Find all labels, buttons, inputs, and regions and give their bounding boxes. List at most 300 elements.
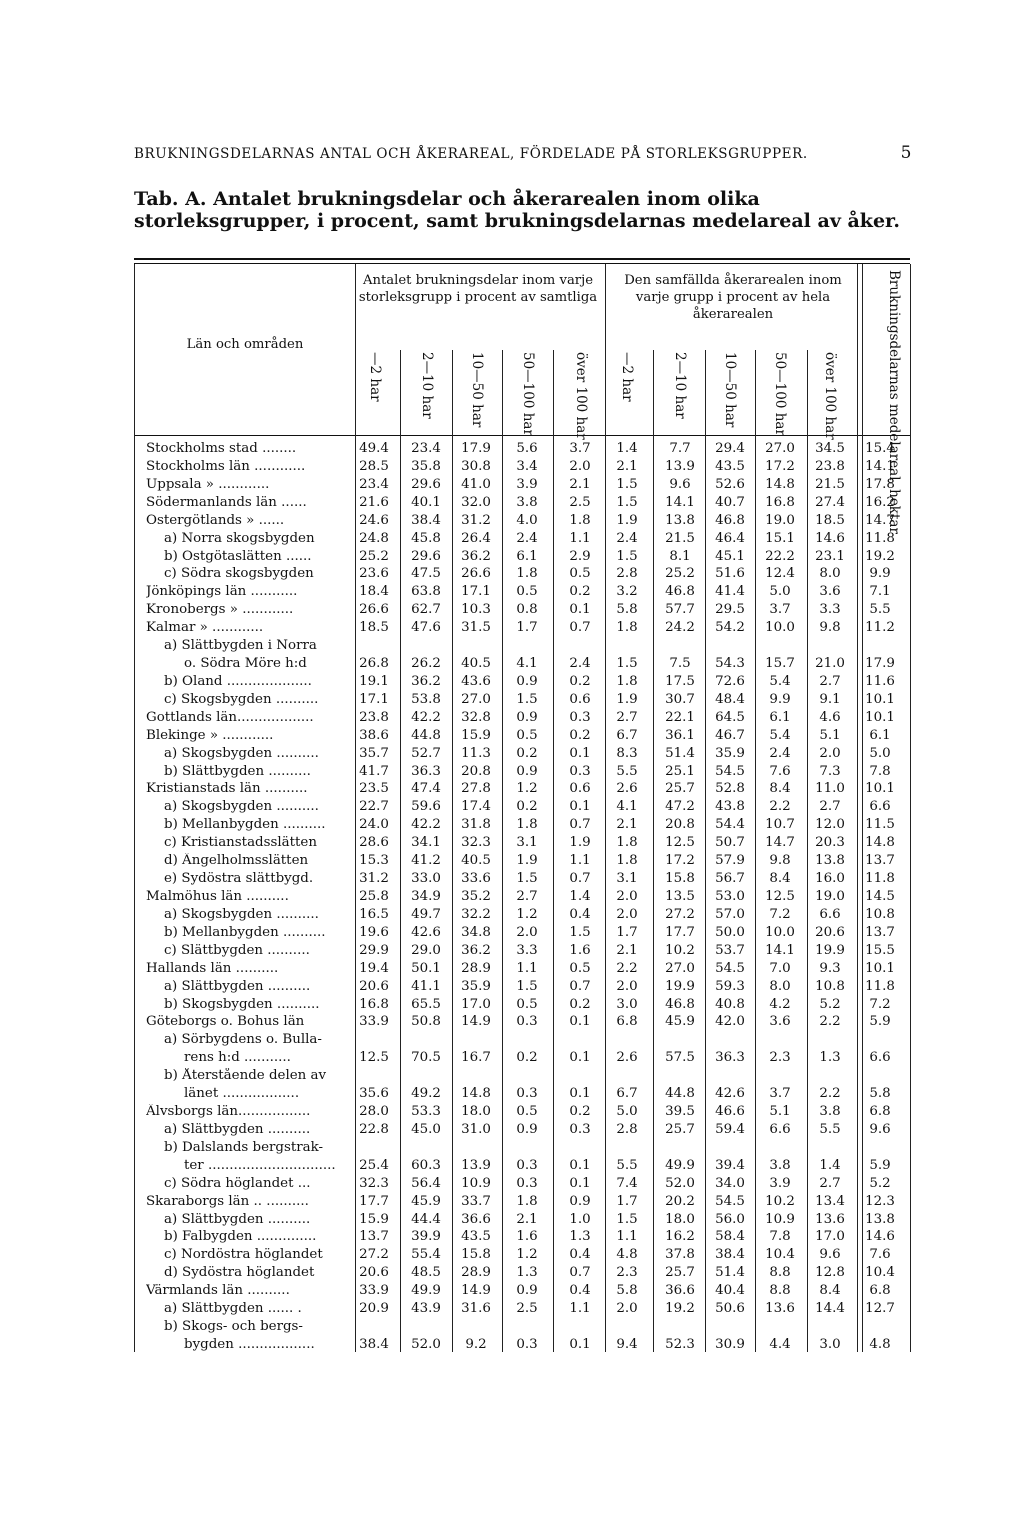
table-cell: 0.1 — [569, 1050, 591, 1066]
table-cell: 2.0 — [819, 745, 841, 761]
table-cell: 9.2 — [465, 1337, 487, 1352]
table-cell: 17.7 — [359, 1193, 389, 1209]
table-cell: 26.6 — [461, 566, 491, 582]
table-cell: 18.0 — [665, 1211, 695, 1227]
row-label: Malmöhus län .......... — [146, 889, 289, 904]
table-cell: 6.7 — [616, 1086, 638, 1102]
table-cell: 46.7 — [715, 727, 745, 743]
table-cell: 6.1 — [769, 709, 791, 725]
size-header: 50—100 har — [520, 352, 536, 436]
size-header: 2—10 har — [672, 352, 688, 419]
table-cell: 18.5 — [815, 512, 845, 528]
table-cell: 49.9 — [411, 1283, 441, 1299]
table-cell: 19.1 — [359, 673, 389, 689]
table-cell: 19.2 — [865, 548, 895, 564]
table-cell: 0.7 — [569, 871, 591, 887]
table-cell: 5.0 — [616, 1104, 638, 1120]
table-cell: 5.6 — [516, 441, 538, 456]
table-cell: 54.5 — [715, 1193, 745, 1209]
table-cell: 23.1 — [815, 548, 845, 564]
table-cell: 5.5 — [616, 1157, 638, 1173]
table-cell: 3.4 — [516, 458, 538, 474]
table-cell: 36.3 — [715, 1050, 745, 1066]
table-cell: 9.4 — [616, 1337, 638, 1352]
table-cell: 12.3 — [865, 1193, 895, 1209]
table-cell: 26.2 — [411, 656, 441, 672]
table-cell: 2.1 — [616, 458, 638, 474]
table-cell: 2.5 — [516, 1301, 538, 1317]
table-cell: 0.1 — [569, 1337, 591, 1352]
table-cell: 15.9 — [359, 1211, 389, 1227]
row-label: a) Slättbygden .......... — [164, 1211, 311, 1227]
table-cell: 3.7 — [769, 602, 791, 618]
table-cell: 5.5 — [819, 1121, 841, 1137]
table-cell: 49.2 — [411, 1086, 441, 1102]
table-cell: 0.9 — [516, 1283, 538, 1299]
table-cell: 19.4 — [359, 960, 389, 976]
table-cell: 11.6 — [865, 673, 895, 689]
table-cell: 40.4 — [715, 1283, 745, 1299]
table-cell: 0.9 — [516, 763, 538, 779]
table-cell: 19.9 — [665, 978, 695, 994]
table-cell: 25.2 — [359, 548, 389, 564]
table-cell: 21.6 — [359, 494, 389, 510]
row-label: b) Skogs- och bergs- — [164, 1319, 303, 1335]
table-cell: 34.9 — [411, 889, 441, 904]
table-cell: 0.3 — [516, 1175, 538, 1191]
row-label: a) Skogsbygden .......... — [164, 745, 319, 761]
row-label: b) Mellanbygden .......... — [164, 817, 326, 833]
table-cell: 17.7 — [665, 924, 695, 940]
table-cell: 14.1 — [865, 458, 895, 474]
table-cell: 7.4 — [616, 1175, 638, 1191]
table-cell: 14.7 — [865, 512, 895, 528]
column-rule — [502, 350, 503, 1352]
table-cell: 20.8 — [461, 763, 491, 779]
table-cell: 16.8 — [765, 494, 795, 510]
table-cell: 28.0 — [359, 1104, 389, 1120]
row-label: b) Dalslands bergstrak- — [164, 1139, 324, 1155]
row-label: Jönköpings län ........... — [146, 584, 298, 600]
table-cell: 19.9 — [815, 942, 845, 958]
table-cell: 40.8 — [715, 996, 745, 1012]
table-cell: 52.7 — [411, 745, 441, 761]
table-cell: 41.1 — [411, 978, 441, 994]
row-label: a) Skogsbygden .......... — [164, 906, 319, 922]
table-cell: 25.7 — [665, 1121, 695, 1137]
column-rule — [400, 350, 401, 1352]
table-cell: 1.5 — [516, 978, 538, 994]
table-cell: 35.2 — [461, 889, 491, 904]
table-cell: 48.4 — [715, 691, 745, 707]
row-label: Hallands län .......... — [146, 960, 279, 976]
table-cell: 27.2 — [359, 1247, 389, 1263]
table-cell: 33.7 — [461, 1193, 491, 1209]
table-cell: 9.9 — [869, 566, 891, 582]
table-cell: 14.1 — [665, 494, 695, 510]
table-cell: 7.2 — [869, 996, 891, 1012]
row-label: ter .............................. — [184, 1157, 336, 1173]
table-cell: 32.0 — [461, 494, 491, 510]
table-cell: 3.8 — [769, 1157, 791, 1173]
table-cell: 36.2 — [461, 942, 491, 958]
table-cell: 0.9 — [569, 1193, 591, 1209]
table-cell: 0.1 — [569, 745, 591, 761]
table-cell: 42.2 — [411, 709, 441, 725]
table-cell: 42.0 — [715, 1014, 745, 1030]
table-cell: 27.0 — [461, 691, 491, 707]
table-cell: 10.8 — [865, 906, 895, 922]
table-cell: 10.1 — [865, 960, 895, 976]
size-header: —2 har — [367, 352, 383, 402]
table-cell: 1.8 — [516, 1193, 538, 1209]
table-cell: 3.9 — [769, 1175, 791, 1191]
table-cell: 12.7 — [865, 1301, 895, 1317]
table-cell: 2.3 — [769, 1050, 791, 1066]
table-cell: 1.8 — [616, 620, 638, 636]
table-cell: 40.5 — [461, 853, 491, 869]
row-label: Kristianstads län .......... — [146, 781, 308, 797]
table-cell: 0.3 — [516, 1086, 538, 1102]
mean-area-header: Brukningsdelarnas medelareal, hektar — [886, 270, 902, 534]
table-cell: 36.6 — [665, 1283, 695, 1299]
table-cell: 2.6 — [616, 781, 638, 797]
table-cell: 3.8 — [819, 1104, 841, 1120]
row-label: a) Slättbygden ...... . — [164, 1301, 302, 1317]
table-cell: 1.1 — [516, 960, 538, 976]
table-cell: 54.2 — [715, 620, 745, 636]
table-cell: 0.7 — [569, 817, 591, 833]
table-cell: 45.8 — [411, 530, 441, 546]
table-cell: 41.2 — [411, 853, 441, 869]
row-label: Stockholms stad ........ — [146, 441, 297, 456]
table-cell: 10.0 — [765, 620, 795, 636]
table-cell: 41.4 — [715, 584, 745, 600]
table-cell: 15.1 — [765, 530, 795, 546]
table-cell: 12.5 — [665, 835, 695, 851]
table-cell: 29.4 — [715, 441, 745, 456]
table-cell: 50.8 — [411, 1014, 441, 1030]
table-cell: 50.0 — [715, 924, 745, 940]
table-cell: 43.8 — [715, 799, 745, 815]
table-cell: 23.4 — [411, 441, 441, 456]
table-cell: 30.7 — [665, 691, 695, 707]
table-cell: 0.3 — [516, 1014, 538, 1030]
table-cell: 5.2 — [819, 996, 841, 1012]
table-cell: 9.6 — [819, 1247, 841, 1263]
table-cell: 10.8 — [815, 978, 845, 994]
table-cell: 51.6 — [715, 566, 745, 582]
table-cell: 31.8 — [461, 817, 491, 833]
row-label: Östergötlands » ...... — [146, 512, 285, 528]
table-cell: 17.0 — [815, 1229, 845, 1245]
row-label: c) Slättbygden .......... — [164, 942, 310, 958]
table-cell: 8.0 — [819, 566, 841, 582]
table-cell: 7.6 — [769, 763, 791, 779]
table-cell: 0.5 — [516, 1104, 538, 1120]
table-cell: 6.8 — [616, 1014, 638, 1030]
table-cell: 52.0 — [411, 1337, 441, 1352]
table-cell: 16.0 — [815, 871, 845, 887]
table-cell: 11.0 — [815, 781, 845, 797]
table-cell: 18.0 — [461, 1104, 491, 1120]
table-cell: 57.7 — [665, 602, 695, 618]
table-cell: 2.1 — [569, 476, 591, 492]
table-cell: 45.1 — [715, 548, 745, 564]
table-cell: 0.4 — [569, 1283, 591, 1299]
table-cell: 59.6 — [411, 799, 441, 815]
table-cell: 18.5 — [359, 620, 389, 636]
table-cell: 70.5 — [411, 1050, 441, 1066]
table-cell: 46.8 — [715, 512, 745, 528]
table-cell: 13.7 — [865, 853, 895, 869]
table-cell: 6.1 — [516, 548, 538, 564]
row-label: Kalmar » ............ — [146, 620, 264, 636]
table-cell: 0.1 — [569, 1014, 591, 1030]
table-cell: 15.8 — [665, 871, 695, 887]
table-cell: 1.8 — [616, 835, 638, 851]
table-cell: 54.3 — [715, 656, 745, 672]
table-cell: 1.5 — [569, 924, 591, 940]
table-cell: 0.1 — [569, 799, 591, 815]
table-cell: 16.2 — [865, 494, 895, 510]
table-cell: 24.2 — [665, 620, 695, 636]
table-cell: 27.4 — [815, 494, 845, 510]
table-cell: 10.3 — [461, 602, 491, 618]
table-cell: 3.0 — [616, 996, 638, 1012]
table-cell: 56.7 — [715, 871, 745, 887]
row-label: Stockholms län ............ — [146, 458, 306, 474]
table-cell: 2.0 — [616, 906, 638, 922]
table-cell: 9.6 — [869, 1121, 891, 1137]
top-rule-thin — [134, 263, 910, 264]
table-cell: 19.0 — [765, 512, 795, 528]
table-cell: 32.3 — [359, 1175, 389, 1191]
table-cell: 2.8 — [616, 566, 638, 582]
table-cell: 6.6 — [869, 1050, 891, 1066]
table-cell: 25.8 — [359, 889, 389, 904]
table-cell: 28.6 — [359, 835, 389, 851]
table-cell: 5.5 — [869, 602, 891, 618]
table-cell: 5.0 — [769, 584, 791, 600]
table-cell: 12.4 — [765, 566, 795, 582]
row-label: c) Nordöstra höglandet — [164, 1247, 323, 1263]
table-cell: 17.0 — [461, 996, 491, 1012]
table-cell: 33.9 — [359, 1014, 389, 1030]
table-cell: 0.4 — [569, 906, 591, 922]
table-cell: 0.2 — [569, 673, 591, 689]
table-cell: 22.7 — [359, 799, 389, 815]
table-cell: 13.6 — [815, 1211, 845, 1227]
table-cell: 1.2 — [516, 781, 538, 797]
table-cell: 28.5 — [359, 458, 389, 474]
table-cell: 42.6 — [411, 924, 441, 940]
table-cell: 56.4 — [411, 1175, 441, 1191]
table-cell: 22.8 — [359, 1121, 389, 1137]
table-cell: 2.7 — [819, 799, 841, 815]
table-cell: 36.6 — [461, 1211, 491, 1227]
table-cell: 13.8 — [815, 853, 845, 869]
row-label: Kronobergs » ............ — [146, 602, 294, 618]
table-cell: 14.4 — [815, 1301, 845, 1317]
table-cell: 10.9 — [461, 1175, 491, 1191]
page-number: 5 — [900, 143, 912, 163]
table-cell: 60.3 — [411, 1157, 441, 1173]
table-cell: 38.4 — [359, 1337, 389, 1352]
row-label: länet .................. — [184, 1086, 300, 1102]
table-cell: 14.9 — [461, 1014, 491, 1030]
table-cell: 0.2 — [516, 799, 538, 815]
table-cell: 49.7 — [411, 906, 441, 922]
table-cell: 0.2 — [516, 1050, 538, 1066]
table-cell: 53.8 — [411, 691, 441, 707]
table-cell: 2.2 — [769, 799, 791, 815]
table-cell: 2.4 — [616, 530, 638, 546]
row-label: b) Falbygden .............. — [164, 1229, 317, 1245]
table-cell: 10.4 — [865, 1265, 895, 1281]
table-cell: 53.0 — [715, 889, 745, 904]
table-cell: 21.0 — [815, 656, 845, 672]
table-cell: 24.8 — [359, 530, 389, 546]
table-cell: 4.4 — [769, 1337, 791, 1352]
table-cell: 36.3 — [411, 763, 441, 779]
table-cell: 10.7 — [765, 817, 795, 833]
table-cell: 0.9 — [516, 1121, 538, 1137]
row-label: b) Öland .................... — [164, 673, 312, 689]
table-cell: 0.3 — [516, 1157, 538, 1173]
table-cell: 1.1 — [569, 1301, 591, 1317]
table-cell: 22.1 — [665, 709, 695, 725]
table-cell: 13.8 — [865, 1211, 895, 1227]
table-cell: 43.9 — [411, 1301, 441, 1317]
table-cell: 18.4 — [359, 584, 389, 600]
table-cell: 5.0 — [869, 745, 891, 761]
table-cell: 44.4 — [411, 1211, 441, 1227]
table-cell: 17.4 — [461, 799, 491, 815]
row-label: o. Södra Möre h:d — [184, 656, 307, 672]
table-cell: 25.2 — [665, 566, 695, 582]
table-cell: 1.0 — [569, 1211, 591, 1227]
table-cell: 47.4 — [411, 781, 441, 797]
table-cell: 4.6 — [819, 709, 841, 725]
table-cell: 27.0 — [665, 960, 695, 976]
table-cell: 31.0 — [461, 1121, 491, 1137]
table-cell: 1.7 — [616, 1193, 638, 1209]
table-cell: 63.8 — [411, 584, 441, 600]
table-cell: 16.2 — [665, 1229, 695, 1245]
table-cell: 57.5 — [665, 1050, 695, 1066]
table-cell: 14.5 — [865, 889, 895, 904]
table-cell: 5.9 — [869, 1014, 891, 1030]
table-cell: 1.7 — [616, 924, 638, 940]
table-cell: 11.8 — [865, 871, 895, 887]
table-cell: 46.8 — [665, 996, 695, 1012]
table-cell: 30.9 — [715, 1337, 745, 1352]
table-cell: 43.5 — [715, 458, 745, 474]
table-cell: 8.4 — [769, 871, 791, 887]
row-label: bygden .................. — [184, 1337, 315, 1352]
row-label: d) Ängelholmsslätten — [164, 853, 309, 869]
table-cell: 14.8 — [865, 835, 895, 851]
table-cell: 0.7 — [569, 620, 591, 636]
table-cell: 45.0 — [411, 1121, 441, 1137]
table-cell: 8.4 — [769, 781, 791, 797]
table-cell: 1.9 — [616, 691, 638, 707]
table-cell: 36.2 — [461, 548, 491, 564]
table-cell: 41.0 — [461, 476, 491, 492]
table-cell: 7.1 — [869, 584, 891, 600]
table-cell: 0.1 — [569, 602, 591, 618]
table-cell: 12.0 — [815, 817, 845, 833]
table-cell: 49.4 — [359, 441, 389, 456]
table-cell: 10.9 — [765, 1211, 795, 1227]
table-cell: 27.0 — [765, 441, 795, 456]
table-cell: 36.2 — [411, 673, 441, 689]
table-cell: 0.1 — [569, 1175, 591, 1191]
table-cell: 2.0 — [616, 1301, 638, 1317]
table-cell: 38.4 — [715, 1247, 745, 1263]
table-caption: Tab. A. Antalet brukningsdelar och åkerarealen inom olika storleksgrupper, i procent, samt brukningsdelarnas medelareal av åker. — [134, 188, 900, 232]
table-cell: 13.7 — [865, 924, 895, 940]
row-label: a) Norra skogsbygden — [164, 530, 315, 546]
table-cell: 10.2 — [665, 942, 695, 958]
table-cell: 5.8 — [869, 1086, 891, 1102]
table-cell: 42.2 — [411, 817, 441, 833]
table-cell: 64.5 — [715, 709, 745, 725]
table-cell: 24.0 — [359, 817, 389, 833]
table-cell: 59.3 — [715, 978, 745, 994]
table-cell: 2.0 — [616, 889, 638, 904]
table-cell: 3.6 — [769, 1014, 791, 1030]
table-cell: 20.6 — [359, 978, 389, 994]
table-cell: 43.5 — [461, 1229, 491, 1245]
table-cell: 26.4 — [461, 530, 491, 546]
size-header: —2 har — [619, 352, 635, 402]
table-cell: 29.0 — [411, 942, 441, 958]
table-cell: 39.5 — [665, 1104, 695, 1120]
table-cell: 20.2 — [665, 1193, 695, 1209]
table-cell: 0.8 — [516, 602, 538, 618]
table-cell: 12.5 — [765, 889, 795, 904]
table-cell: 1.5 — [616, 656, 638, 672]
row-label: b) Slättbygden .......... — [164, 763, 311, 779]
table-cell: 34.5 — [815, 441, 845, 456]
row-label: c) Södra höglandet ... — [164, 1175, 311, 1191]
table-cell: 11.8 — [865, 530, 895, 546]
table-cell: 17.9 — [865, 656, 895, 672]
table-cell: 56.0 — [715, 1211, 745, 1227]
table-cell: 1.8 — [516, 566, 538, 582]
table-cell: 0.5 — [516, 727, 538, 743]
table-cell: 13.9 — [665, 458, 695, 474]
table-cell: 34.1 — [411, 835, 441, 851]
table-cell: 2.7 — [516, 889, 538, 904]
table-cell: 38.4 — [411, 512, 441, 528]
row-label: a) Sörbygdens o. Bulla- — [164, 1032, 322, 1048]
size-header: över 100 har — [573, 352, 589, 440]
table-cell: 33.0 — [411, 871, 441, 887]
table-cell: 3.8 — [516, 494, 538, 510]
row-label: Gottlands län.................. — [146, 709, 314, 725]
table-cell: 15.8 — [461, 1247, 491, 1263]
table-cell: 8.3 — [616, 745, 638, 761]
top-rule — [134, 258, 910, 260]
table-cell: 4.1 — [516, 656, 538, 672]
table-cell: 54.5 — [715, 763, 745, 779]
table-cell: 28.9 — [461, 960, 491, 976]
table-cell: 47.2 — [665, 799, 695, 815]
table-cell: 13.9 — [461, 1157, 491, 1173]
